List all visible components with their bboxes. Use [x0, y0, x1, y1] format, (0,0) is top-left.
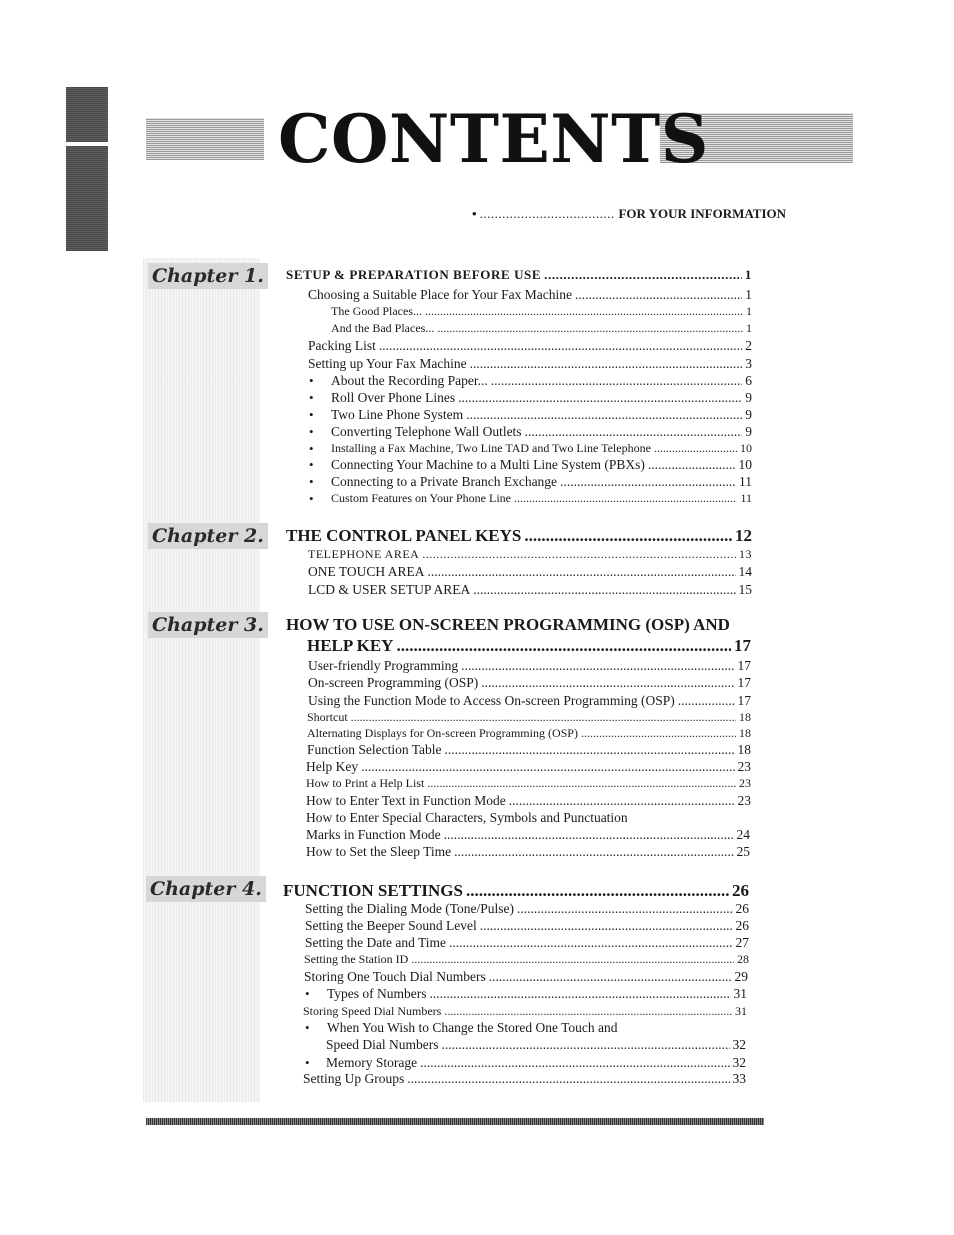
bullet-marker: • — [309, 474, 314, 489]
chapter-band — [143, 258, 260, 1102]
toc-entry[interactable]: Connecting to a Private Branch Exchange ..... 11 — [331, 474, 752, 490]
chapter-label-2: Chapter 2. — [148, 523, 268, 549]
toc-entry[interactable]: Setting the Date and Time ..... 27 — [305, 935, 749, 951]
toc-entry[interactable]: Choosing a Suitable Place for Your Fax Machine ..... 1 — [308, 287, 752, 303]
toc-entry[interactable]: User-friendly Programming ..... 17 — [308, 658, 751, 674]
toc-entry[interactable]: Two Line Phone System ..... 9 — [331, 407, 752, 423]
bullet-marker: • — [309, 373, 314, 388]
toc-entry[interactable]: Memory Storage ..... 32 — [326, 1055, 746, 1071]
toc-entry[interactable]: When You Wish to Change the Stored One Touch and — [327, 1020, 618, 1035]
bullet-marker: • — [305, 986, 310, 1001]
toc-entry[interactable]: On-screen Programming (OSP) ..... 17 — [308, 675, 751, 691]
corner-marker-bottom — [66, 146, 108, 251]
toc-entry[interactable]: Packing List ..... 2 — [308, 338, 752, 354]
toc-heading-chapter-1[interactable]: SETUP & PREPARATION BEFORE USE ..... 1 — [286, 267, 752, 283]
chapter-label-1: Chapter 1. — [148, 263, 268, 289]
toc-entry[interactable]: Speed Dial Numbers ..... 32 — [326, 1037, 746, 1053]
toc-entry[interactable]: Converting Telephone Wall Outlets ..... 9 — [331, 424, 752, 440]
page-title: CONTENTS — [278, 100, 709, 178]
toc-entry[interactable]: Installing a Fax Machine, Two Line TAD and Two Line Telephone ..... 10 — [331, 441, 752, 456]
title-bar-left — [146, 118, 264, 160]
toc-heading-chapter-2[interactable]: THE CONTROL PANEL KEYS ..... 12 — [286, 526, 752, 546]
info-note-text: FOR YOUR INFORMATION — [618, 206, 786, 221]
toc-heading-chapter-4[interactable]: FUNCTION SETTINGS ..... 26 — [283, 881, 749, 901]
bullet-marker: • — [305, 1055, 310, 1070]
info-note — [472, 206, 786, 222]
toc-entry[interactable]: Marks in Function Mode ..... 24 — [306, 827, 750, 843]
bullet-marker: • — [305, 1020, 310, 1035]
toc-entry[interactable]: Help Key ..... 23 — [306, 759, 751, 775]
toc-heading-chapter-3[interactable]: HELP KEY ..... 17 — [307, 636, 751, 656]
toc-entry[interactable]: Custom Features on Your Phone Line ..... 11 — [331, 491, 752, 506]
toc-entry[interactable]: Function Selection Table ..... 18 — [307, 742, 751, 758]
toc-entry[interactable]: Storing Speed Dial Numbers ..... 31 — [303, 1004, 747, 1019]
toc-entry[interactable]: Shortcut ..... 18 — [307, 710, 751, 725]
bullet-marker: • — [309, 424, 314, 439]
bullet-marker: • — [309, 491, 314, 506]
footer-rule — [146, 1118, 764, 1125]
toc-entry[interactable]: Roll Over Phone Lines ..... 9 — [331, 390, 752, 406]
toc-entry[interactable]: About the Recording Paper... ..... 6 — [331, 373, 752, 389]
toc-entry[interactable]: Types of Numbers ..... 31 — [327, 986, 747, 1002]
bullet-marker: • — [309, 441, 314, 456]
toc-entry[interactable]: TELEPHONE AREA ..... 13 — [308, 547, 752, 562]
toc-entry[interactable]: How to Set the Sleep Time ..... 25 — [306, 844, 750, 860]
toc-entry[interactable]: Setting the Beeper Sound Level ..... 26 — [305, 918, 749, 934]
bullet-marker: • — [309, 407, 314, 422]
toc-entry[interactable]: Connecting Your Machine to a Multi Line System (PBXs) ..... 10 — [331, 457, 752, 473]
toc-entry[interactable]: Setting the Station ID ..... 28 — [304, 952, 749, 967]
corner-marker-top — [66, 87, 108, 142]
bullet-marker: • — [309, 390, 314, 405]
chapter-label-3: Chapter 3. — [148, 612, 268, 638]
toc-entry[interactable]: Setting the Dialing Mode (Tone/Pulse) ..... 26 — [305, 901, 749, 917]
toc-entry[interactable]: Setting Up Groups ..... 33 — [303, 1071, 746, 1087]
toc-entry[interactable]: Using the Function Mode to Access On-screen Programming (OSP) ..... 17 — [308, 693, 751, 709]
toc-entry[interactable]: And the Bad Places... ..... 1 — [331, 321, 752, 336]
info-bullet: • — [472, 206, 477, 221]
toc-entry[interactable]: Alternating Displays for On-screen Programming (OSP) ..... 18 — [307, 726, 751, 741]
toc-heading-chapter-3-line1[interactable]: HOW TO USE ON-SCREEN PROGRAMMING (OSP) AND — [286, 615, 730, 634]
toc-entry[interactable]: LCD & USER SETUP AREA ..... 15 — [308, 582, 752, 598]
toc-entry[interactable]: How to Enter Text in Function Mode ..... 23 — [306, 793, 751, 809]
toc-entry[interactable]: Setting up Your Fax Machine ..... 3 — [308, 356, 752, 372]
chapter-label-4: Chapter 4. — [146, 876, 266, 902]
toc-entry[interactable]: How to Enter Special Characters, Symbols and Punctuation — [306, 810, 628, 825]
toc-entry[interactable]: The Good Places... ..... 1 — [331, 304, 752, 319]
toc-entry[interactable]: Storing One Touch Dial Numbers ..... 29 — [304, 969, 748, 985]
toc-entry[interactable]: How to Print a Help List ..... 23 — [306, 776, 751, 791]
toc-entry[interactable]: ONE TOUCH AREA ..... 14 — [308, 564, 752, 580]
bullet-marker: • — [309, 457, 314, 472]
